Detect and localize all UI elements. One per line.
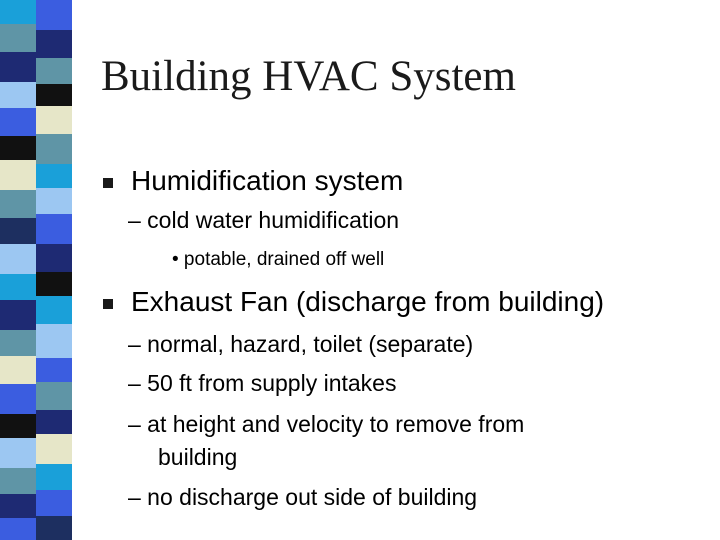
stripe-block bbox=[0, 384, 36, 414]
stripe-block bbox=[36, 382, 72, 410]
stripe-block bbox=[0, 518, 36, 540]
stripe-block bbox=[0, 244, 36, 274]
stripe-block bbox=[36, 434, 72, 464]
stripe-block bbox=[36, 244, 72, 272]
stripe-block bbox=[0, 52, 36, 82]
subitem-height-velocity-continuation: building bbox=[158, 444, 238, 470]
subitem-no-discharge: – no discharge out side of building bbox=[128, 484, 478, 510]
decorative-stripe bbox=[0, 0, 72, 540]
stripe-block bbox=[0, 108, 36, 136]
stripe-block bbox=[0, 438, 36, 468]
subsub-potable: • potable, drained off well bbox=[172, 249, 385, 270]
stripe-block bbox=[0, 82, 36, 108]
stripe-block bbox=[0, 160, 36, 190]
stripe-block bbox=[0, 356, 36, 384]
stripe-block bbox=[36, 188, 72, 214]
stripe-block bbox=[36, 58, 72, 84]
stripe-block bbox=[0, 0, 36, 24]
stripe-block bbox=[0, 300, 36, 330]
stripe-block bbox=[0, 218, 36, 244]
bullet-square-icon bbox=[103, 178, 113, 188]
stripe-block bbox=[36, 134, 72, 164]
stripe-block bbox=[0, 330, 36, 356]
stripe-block bbox=[0, 274, 36, 300]
stripe-block bbox=[36, 214, 72, 244]
stripe-block bbox=[36, 30, 72, 58]
subitem-50ft: – 50 ft from supply intakes bbox=[128, 370, 397, 396]
stripe-block bbox=[0, 414, 36, 438]
stripe-block bbox=[36, 164, 72, 188]
bullet-humidification: Humidification system bbox=[131, 165, 404, 196]
subitem-height-velocity: – at height and velocity to remove from bbox=[128, 411, 525, 437]
stripe-block bbox=[36, 272, 72, 296]
stripe-block bbox=[36, 324, 72, 358]
bullet-exhaust-fan: Exhaust Fan (discharge from building) bbox=[131, 286, 605, 317]
stripe-block bbox=[0, 136, 36, 160]
bullet-square-icon bbox=[103, 299, 113, 309]
stripe-block bbox=[0, 24, 36, 52]
stripe-block bbox=[36, 358, 72, 382]
stripe-block bbox=[36, 490, 72, 516]
subitem-normal-hazard: – normal, hazard, toilet (separate) bbox=[128, 331, 474, 357]
stripe-block bbox=[36, 410, 72, 434]
stripe-block bbox=[36, 84, 72, 106]
stripe-block bbox=[0, 494, 36, 518]
stripe-block bbox=[0, 190, 36, 218]
stripe-block bbox=[0, 468, 36, 494]
stripe-block bbox=[36, 464, 72, 490]
slide-title: Building HVAC System bbox=[101, 53, 516, 100]
subitem-cold-water: – cold water humidification bbox=[128, 207, 400, 233]
stripe-block bbox=[36, 106, 72, 134]
stripe-block bbox=[36, 0, 72, 30]
stripe-block bbox=[36, 516, 72, 540]
stripe-block bbox=[36, 296, 72, 324]
